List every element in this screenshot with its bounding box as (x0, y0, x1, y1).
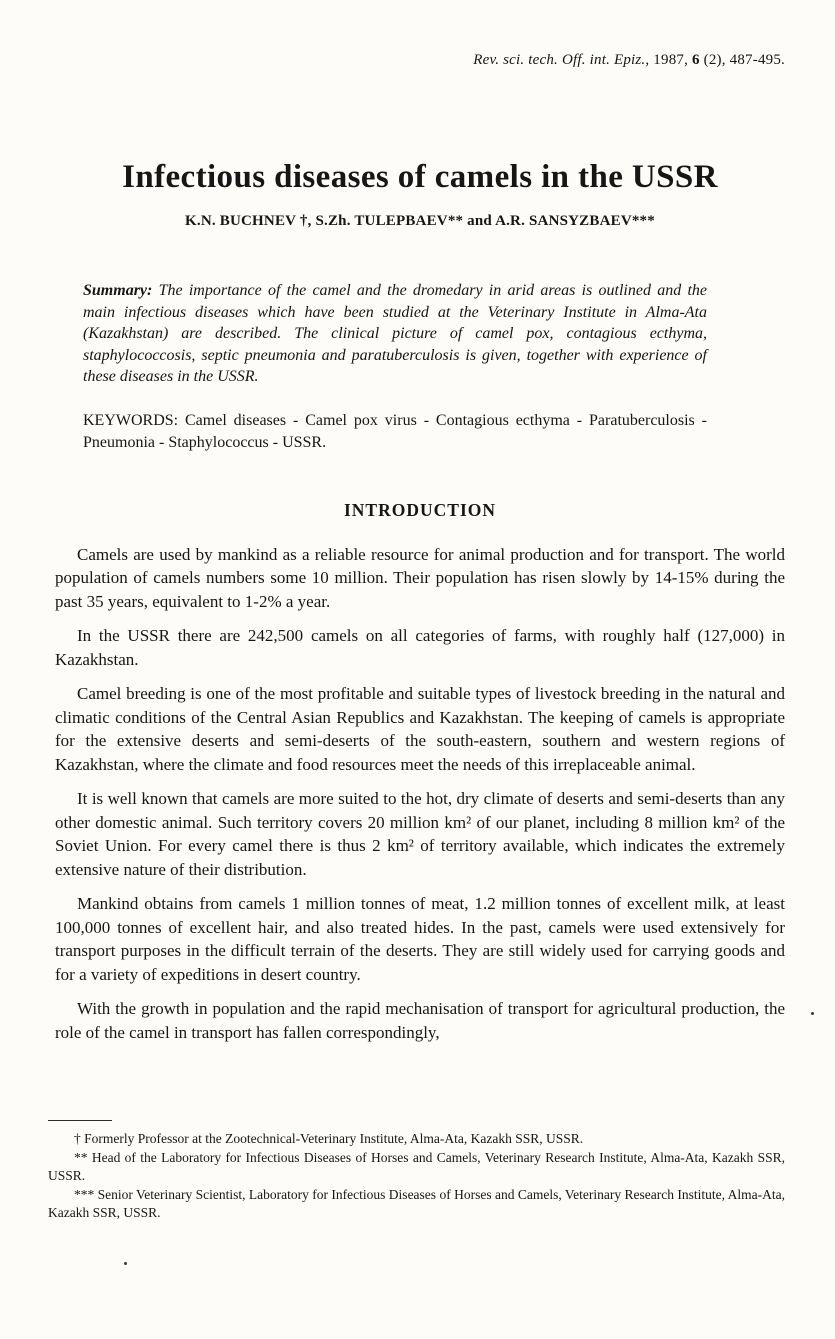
footnote: ** Head of the Laboratory for Infectious Diseases of Horses and Camels, Veterinary Research Institute, Alma-Ata, Kazakh SSR, USSR. (48, 1149, 785, 1183)
footnote-divider (48, 1120, 112, 1121)
summary-label: Summary: (83, 282, 153, 299)
paper-title: Infectious diseases of camels in the USSR (122, 159, 718, 195)
paragraph: Mankind obtains from camels 1 million tonnes of meat, 1.2 million tonnes of excellent milk, at least 100,000 tonnes of excellent hair, and also treated hides. In the past, camels were used extensively for transport purposes in the difficult terrain of the deserts. They are still widely used for carrying goods and for a variety of expeditions in desert country. (55, 894, 785, 984)
paragraph: It is well known that camels are more suited to the hot, dry climate of deserts and semi-deserts than any other domestic animal. Such territory covers 20 million km² of our planet, including 8 million km² of the Soviet Union. For every camel there is thus 2 km² of territory available, which indicates the extremely extensive nature of their distribution. (55, 789, 785, 879)
summary-block (83, 280, 707, 388)
print-artifact-dot (811, 1012, 814, 1015)
journal-header (55, 52, 785, 69)
keywords-line: KEYWORDS: Camel diseases - Camel pox virus - Contagious ecthyma - Paratuberculosis - Pneumonia - Staphylococcus - USSR. (83, 411, 707, 451)
print-artifact-dot (124, 1262, 127, 1265)
footnote: *** Senior Veterinary Scientist, Laboratory for Infectious Diseases of Horses and Camels, Veterinary Research Institute, Alma-Ata, Kazakh SSR, USSR. (48, 1186, 785, 1220)
journal-year: 1987, (653, 52, 689, 68)
paragraph: Camels are used by mankind as a reliable resource for animal production and for transport. The world population of camels numbers some 10 million. Their population has risen slowly by 14-15% during the past 35 years, equivalent to 1-2% a year. (55, 544, 785, 611)
footnotes-section (48, 1120, 785, 1223)
paragraph: With the growth in population and the rapid mechanisation of transport for agricultural production, the role of the camel in transport has fallen correspondingly, (55, 999, 785, 1042)
paragraph: In the USSR there are 242,500 camels on all categories of farms, with roughly half (127,000) in Kazakhstan. (55, 626, 785, 669)
journal-volume: 6 (692, 52, 700, 68)
footnote: † Formerly Professor at the Zootechnical-Veterinary Institute, Alma-Ata, Kazakh SSR, USSR. (74, 1131, 584, 1146)
journal-name: Rev. sci. tech. Off. int. Epiz., (473, 52, 650, 68)
summary-text: The importance of the camel and the dromedary in arid areas is outlined and the main infectious diseases which have been studied at the Veterinary Institute in Alma-Ata (Kazakhstan) are described. The clinical picture of camel pox, contagious ecthyma, staphylococcosis, septic pneumonia and paratuberculosis is given, together with experience of these diseases in the USSR. (83, 282, 708, 385)
paragraph: Camel breeding is one of the most profitable and suitable types of livestock breeding in the natural and climatic conditions of the Central Asian Republics and Kazakhstan. The keeping of camels is appropriate for the extensive deserts and semi-deserts of the south-eastern, southern and western regions of Kazakhstan, where the climate and food resources meet the needs of this irreplaceable animal. (55, 684, 785, 774)
authors-line: K.N. BUCHNEV †, S.Zh. TULEPBAEV** and A.R. SANSYZBAEV*** (185, 213, 655, 229)
section-heading-introduction: INTRODUCTION (343, 499, 497, 520)
journal-issue-pages: (2), 487-495. (703, 52, 785, 68)
body-text (55, 543, 785, 1045)
